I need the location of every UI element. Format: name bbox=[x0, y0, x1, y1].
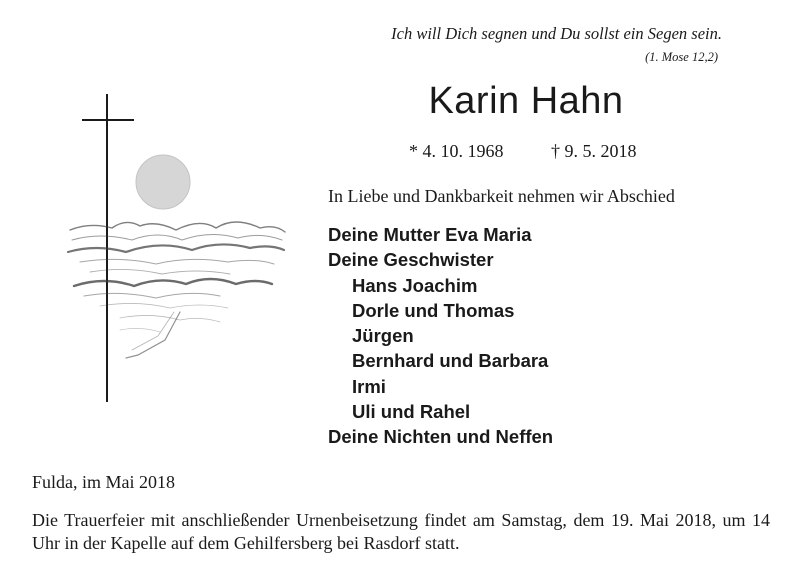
mourner-item: Hans Joachim bbox=[352, 274, 478, 296]
deceased-name: Karin Hahn bbox=[428, 80, 624, 122]
mourner-item: Irmi bbox=[352, 375, 386, 397]
mourner-item: Deine Nichten und Neffen bbox=[328, 426, 554, 448]
mourners-list bbox=[328, 222, 553, 450]
bible-verse: Ich will Dich segnen und Du sollst ein Segen sein. bbox=[391, 24, 722, 43]
farewell-intro: In Liebe und Dankbarkeit nehmen wir Abschied bbox=[328, 186, 675, 206]
place-and-date: Fulda, im Mai 2018 bbox=[32, 472, 175, 492]
death-date: † 9. 5. 2018 bbox=[551, 141, 637, 161]
ceremony-notice: Die Trauerfeier mit anschließender Urnenbeisetzung findet am Samstag, dem 19. Mai 2018, um 14 Uhr in der Kapelle auf dem Gehilfersberg bei Rasdorf statt. bbox=[32, 510, 770, 553]
mourner-item: Bernhard und Barbara bbox=[352, 350, 549, 372]
mourner-item: Jürgen bbox=[352, 325, 414, 347]
birth-date: * 4. 10. 1968 bbox=[409, 141, 504, 161]
mourner-item: Deine Geschwister bbox=[328, 249, 494, 271]
mourner-item: Deine Mutter Eva Maria bbox=[328, 224, 532, 245]
landscape-icon bbox=[68, 222, 285, 358]
mourner-item: Dorle und Thomas bbox=[352, 299, 515, 321]
sun-icon bbox=[136, 155, 190, 209]
bible-verse-source: (1. Mose 12,2) bbox=[645, 50, 718, 64]
mourner-item: Uli und Rahel bbox=[352, 401, 471, 423]
memorial-illustration bbox=[60, 90, 290, 410]
